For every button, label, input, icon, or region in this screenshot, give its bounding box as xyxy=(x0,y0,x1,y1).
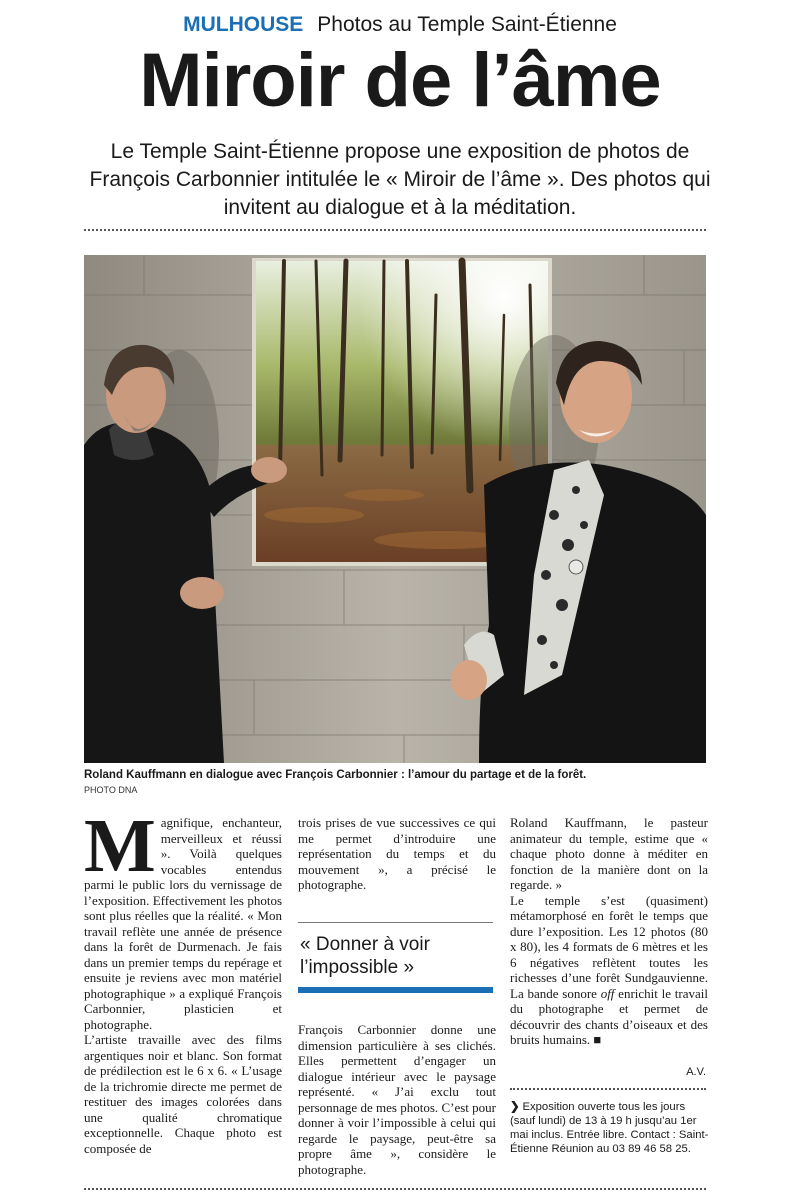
subhead-box xyxy=(298,922,493,993)
paragraph: L’artiste travaille avec des films argentiques noir et blanc. Son format de prédilection est le 6 x 6. « L’usage de la trichromie directe me permet de restituer des images colorées dans une qualité chromatique exceptionnelle. Chaque photo est composée de xyxy=(84,1032,282,1156)
lead-paragraph: Le Temple Saint-Étienne propose une exposition de photos de François Carbonnier intitulée le « Miroir de l’âme ». Des photos qui invitent au dialogue et à la méditation. xyxy=(89,140,711,219)
subhead-accent-bar xyxy=(298,987,493,993)
article-column-2 xyxy=(298,815,496,893)
paragraph: François Carbonnier donne une dimension particulière à ses clichés. Elles permettent d’engager un dialogue intérieur avec le paysage représenté. « J’ai exclu tout personnage de mes photos. C’est pour donner à voir l’impossible à celui qui regarde le paysage, peut-être sa propre âme », considère le photographe. xyxy=(298,1022,496,1177)
paragraph-text: agnifique, enchanteur, merveilleux et réussi ». Voilà quelques vocables entendus parmi le public lors du vernissage de l’exposition. Effectivement les photos sont plus réelles que la réalité. « Mon travail reflète une année de présence dans la forêt de Durmenach. Je fais dans un premier temps du repérage et ensuite je reviens avec mon matériel photographique » a expliqué François Carbonnier, plasticien et photographe. xyxy=(84,815,282,1032)
separator-dotted-bottom xyxy=(84,1188,706,1190)
kicker-subtitle: Photos au Temple Saint-Étienne xyxy=(317,13,617,36)
emphasis-text: off xyxy=(600,985,615,1001)
photo-caption: Roland Kauffmann en dialogue avec François Carbonnier : l’amour du partage et de la forêt. xyxy=(84,769,587,781)
separator-dotted-info xyxy=(510,1088,706,1090)
article-column-2-continued xyxy=(298,1022,496,1177)
paragraph: Roland Kauffmann, le pasteur animateur du temple, estime que « chaque photo donne à méditer en fonction de la manière dont on la regarde. » xyxy=(510,815,708,892)
headline: Miroir de l’âme xyxy=(139,38,661,123)
paragraph: trois prises de vue successives ce qui me permet d’introduire une représentation du temps et du mouvement », a précisé le photographe. xyxy=(298,815,496,892)
author-signature: A.V. xyxy=(686,1066,706,1078)
practical-info-text: Exposition ouverte tous les jours (sauf lundi) de 13 à 19 h jusqu’au 1er mai inclus. Entrée libre. Contact : Saint-Étienne Réunion au 03 89 46 58 25. xyxy=(510,1101,709,1155)
photo-illustration xyxy=(84,255,706,763)
separator-dotted-top xyxy=(84,229,706,231)
city-label: MULHOUSE xyxy=(183,13,304,36)
paragraph xyxy=(510,893,708,1048)
subhead: « Donner à voir l’impossible » xyxy=(300,934,430,978)
article-column-3 xyxy=(510,815,708,1048)
article-photo xyxy=(84,255,706,763)
paragraph-text: Le temple s’est (quasiment) métamorphosé en forêt le temps que dure l’exposition. Les 12 photos (80 x 80), les 4 formats de 6 mètres et les 6 négatives reflètent toutes les richesses d’une forêt Sundgauvienne. La bande sonore xyxy=(510,892,708,1001)
kicker xyxy=(0,12,800,38)
drop-cap: M xyxy=(84,804,156,888)
chevron-right-icon: ❯ xyxy=(510,1101,520,1113)
paragraph xyxy=(84,804,282,1032)
practical-info xyxy=(510,1100,710,1156)
end-mark-icon: ■ xyxy=(593,1032,602,1047)
photo-credit: PHOTO DNA xyxy=(84,785,138,795)
paragraph-text: enrichit le travail du photographe et permet de découvrir des chants d’oiseaux et des bruits humains. xyxy=(510,985,708,1047)
article-column-1 xyxy=(84,804,282,1156)
